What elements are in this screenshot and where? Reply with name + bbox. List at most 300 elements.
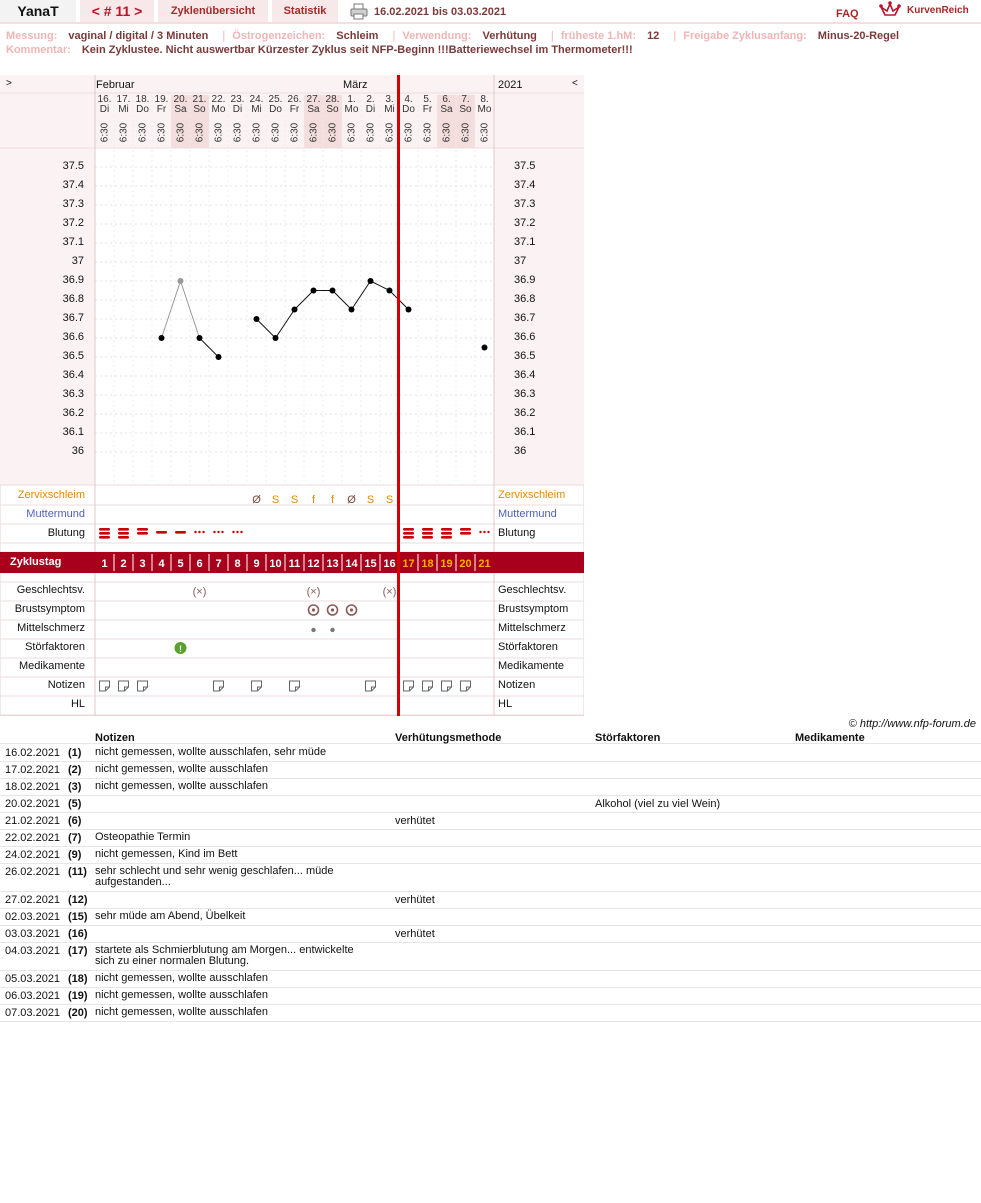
hl-label-right: HL (498, 698, 513, 710)
hm-value: 12 (647, 30, 660, 42)
measure-time: 6:30 (441, 122, 453, 143)
weekday: Mi (251, 104, 262, 115)
blutung-label-right: Blutung (498, 527, 536, 539)
weekday: Do (402, 104, 415, 115)
day-number: 26. (287, 94, 302, 105)
note-row (0, 971, 981, 988)
temp-tick-left: 37.3 (62, 198, 84, 210)
note-row (0, 813, 981, 830)
spotting-mark (236, 531, 238, 533)
note-text: nicht gemessen, wollte ausschlafen (95, 763, 269, 775)
chart-nav-right[interactable]: < (572, 78, 578, 89)
oestrogen-label: Östrogenzeichen: (232, 30, 326, 42)
faq-link[interactable]: FAQ (836, 8, 859, 20)
bleeding-mark (137, 532, 148, 535)
verwendung-value: Verhütung (482, 30, 537, 42)
temp-tick-right: 36.2 (514, 407, 536, 419)
cycle-day: 2 (120, 558, 127, 570)
temp-tick-left: 37.2 (62, 217, 84, 229)
month-label-maerz: März (343, 79, 368, 91)
date-range: 16.02.2021 bis 03.03.2021 (374, 6, 507, 18)
note-date: 18.02.2021 (5, 781, 61, 793)
temp-tick-left: 36 (71, 445, 84, 457)
note-text: nicht gemessen, Kind im Bett (95, 848, 238, 860)
temp-tick-left: 37.5 (62, 160, 84, 172)
note-text: Osteopathie Termin (95, 831, 191, 843)
geschlecht-label-left: Geschlechtsv. (16, 584, 85, 596)
day-number: 27. (306, 94, 321, 105)
freigabe-value: Minus-20-Regel (817, 30, 900, 42)
bleeding-mark (422, 532, 433, 535)
temp-point (273, 335, 279, 341)
note-cycle-day: (11) (68, 866, 87, 878)
temp-tick-right: 37.4 (514, 179, 536, 191)
note-cycle-day: (1) (68, 747, 82, 759)
note-cycle-day: (7) (68, 832, 82, 844)
bleeding-mark (118, 532, 129, 535)
cycle-day: 10 (269, 558, 282, 570)
stoer-label-left: Störfaktoren (25, 641, 85, 653)
note-cycle-day: (19) (68, 990, 88, 1002)
spotting-mark (483, 531, 485, 533)
measure-time: 6:30 (308, 122, 320, 143)
weekday: Di (99, 104, 110, 115)
tab-zyklenuebersicht[interactable]: Zyklenübersicht (158, 0, 268, 22)
bleeding-mark (118, 528, 129, 531)
note-cycle-day: (3) (68, 781, 82, 793)
bleeding-mark (441, 536, 452, 539)
note-date: 02.03.2021 (5, 911, 61, 923)
day-number: 1. (347, 94, 356, 105)
temp-point (292, 307, 298, 313)
note-date: 05.03.2021 (5, 973, 61, 985)
note-date: 03.03.2021 (5, 928, 61, 940)
weekday: So (193, 104, 206, 115)
measure-time: 6:30 (213, 122, 225, 143)
day-header (152, 94, 171, 143)
day-header (342, 94, 361, 143)
zervix-label-right: Zervixschleim (498, 489, 566, 501)
temp-tick-right: 36.7 (514, 312, 536, 324)
notes-header-row (0, 730, 981, 744)
temp-point (254, 316, 260, 322)
note-text: nicht gemessen, wollte ausschlafen (95, 989, 269, 1001)
temp-tick-left: 36.9 (62, 274, 84, 286)
zervix-symbol: S (271, 494, 280, 506)
measure-time: 6:30 (251, 122, 263, 143)
day-number: 2. (366, 94, 375, 105)
measure-time: 6:30 (422, 122, 434, 143)
cycle-day: 14 (345, 558, 358, 570)
note-row (0, 926, 981, 943)
notizen-label-right: Notizen (498, 679, 536, 691)
note-text: sehr müde am Abend, Übelkeit (95, 910, 246, 922)
cycle-day: 8 (234, 558, 241, 570)
geschlecht-label-right: Geschlechtsv. (498, 584, 567, 596)
day-header (171, 94, 190, 143)
hl-label-left: HL (70, 698, 85, 710)
measure-time: 6:30 (156, 122, 168, 143)
copyright: © http://www.nfp-forum.de (848, 718, 976, 730)
day-header (437, 94, 456, 143)
note-text: nicht gemessen, wollte ausschlafen (95, 1006, 269, 1018)
cycle-navigator[interactable]: < # 11 > (80, 0, 154, 22)
intercourse-icon: (×) (306, 586, 321, 598)
note-cycle-day: (15) (68, 911, 88, 923)
note-row (0, 909, 981, 926)
temp-tick-left: 36.7 (62, 312, 84, 324)
cycle-day: 3 (139, 558, 146, 570)
temp-tick-right: 36.6 (514, 331, 536, 343)
note-row (0, 864, 981, 892)
freigabe-label: Freigabe Zyklusanfang: (683, 30, 807, 42)
cycle-day: 20 (459, 558, 472, 570)
day-number: 17. (116, 94, 131, 105)
zervix-label-left: Zervixschleim (17, 489, 85, 501)
measure-time: 6:30 (327, 122, 339, 143)
note-date: 26.02.2021 (5, 866, 61, 878)
day-number: 21. (192, 94, 207, 105)
note-row (0, 847, 981, 864)
zervix-symbol: f (311, 494, 316, 506)
temp-point (216, 354, 222, 360)
medi-label-left: Medikamente (18, 660, 85, 672)
zervix-symbol: S (290, 494, 299, 506)
cycle-day: 16 (383, 558, 396, 570)
note-cycle-day: (12) (68, 894, 88, 906)
mittel-label-left: Mittelschmerz (17, 622, 85, 634)
bleeding-mark (99, 532, 110, 535)
medi-label-right: Medikamente (498, 660, 565, 672)
temp-tick-left: 37.1 (62, 236, 84, 248)
header-verhuetung: Verhütungsmethode (395, 732, 502, 744)
measure-time: 6:30 (270, 122, 282, 143)
header-medikamente: Medikamente (795, 732, 865, 744)
temp-tick-right: 36.1 (514, 426, 536, 438)
note-row (0, 762, 981, 779)
note-date: 06.03.2021 (5, 990, 61, 1002)
mittel-label-right: Mittelschmerz (498, 622, 566, 634)
temp-tick-left: 36.2 (62, 407, 84, 419)
temp-tick-right: 37 (514, 255, 527, 267)
bleeding-mark (403, 532, 414, 535)
day-header (380, 94, 399, 143)
day-header (247, 94, 266, 143)
temp-point (330, 288, 336, 294)
day-number: 18. (135, 94, 150, 105)
note-row (0, 745, 981, 762)
spotting-mark (487, 531, 489, 533)
day-header (228, 94, 247, 143)
kommentar-label: Kommentar: (6, 44, 71, 56)
measure-time: 6:30 (175, 122, 187, 143)
weekday: Di (232, 104, 243, 115)
bleeding-mark (118, 536, 129, 539)
temp-tick-right: 36.4 (514, 369, 536, 381)
midpain-dot (330, 628, 334, 632)
bleeding-mark (460, 528, 471, 531)
intercourse-icon: (×) (382, 586, 397, 598)
note-disturbance: Alkohol (viel zu viel Wein) (595, 798, 721, 810)
stoer-label-right: Störfaktoren (498, 641, 558, 653)
zervix-symbol: Ø (252, 494, 261, 506)
measure-time: 6:30 (99, 122, 111, 143)
note-row (0, 892, 981, 909)
cycle-day: 21 (478, 558, 491, 570)
note-row (0, 830, 981, 847)
temp-point (387, 288, 393, 294)
temp-point (197, 335, 203, 341)
spotting-mark (198, 531, 200, 533)
messung-value: vaginal / digital / 3 Minuten (68, 30, 209, 42)
intercourse-icon: (×) (192, 586, 207, 598)
measure-time: 6:30 (346, 122, 358, 143)
day-header (361, 94, 380, 143)
temp-point (178, 278, 184, 284)
note-row (0, 779, 981, 796)
temp-tick-right: 36.9 (514, 274, 536, 286)
day-header (133, 94, 152, 143)
temp-tick-right: 37.2 (514, 217, 536, 229)
measure-time: 6:30 (460, 122, 472, 143)
bleeding-mark (422, 536, 433, 539)
svg-text:!: ! (179, 644, 182, 654)
temp-tick-right: 36 (514, 445, 527, 457)
day-number: 16. (97, 94, 112, 105)
zervix-symbol: S (385, 494, 394, 506)
temp-tick-left: 36.8 (62, 293, 84, 305)
day-header (456, 94, 475, 143)
temp-tick-right: 37.1 (514, 236, 536, 248)
cycle-day: 18 (421, 558, 434, 570)
blutung-label-left: Blutung (47, 527, 85, 539)
note-method: verhütet (395, 928, 435, 940)
day-number: 28. (325, 94, 340, 105)
meta-line: Messung: vaginal / digital / 3 Minuten | Östrogenzeichen: Schleim | Verwendung: Verhütung | früheste 1.hM: 12 | Freigabe Zyklusanfang: Minus-20-Regel (6, 30, 900, 42)
cycle-day: 19 (440, 558, 453, 570)
cycle-day: 9 (253, 558, 260, 570)
weekday: Do (269, 104, 282, 115)
verwendung-label: Verwendung: (402, 30, 472, 42)
weekday: Mi (118, 104, 129, 115)
day-number: 19. (154, 94, 169, 105)
crown-logo-icon (879, 1, 901, 19)
bleeding-mark (460, 532, 471, 535)
bleeding-mark (422, 528, 433, 531)
weekday: Fr (156, 104, 167, 115)
weekday: So (326, 104, 339, 115)
cycle-chart (0, 75, 584, 716)
bleeding-mark (403, 536, 414, 539)
day-number: 20. (173, 94, 188, 105)
weekday: So (459, 104, 472, 115)
year-label: 2021 (498, 79, 523, 91)
oestrogen-value: Schleim (336, 30, 379, 42)
day-header (266, 94, 285, 143)
note-cycle-day: (6) (68, 815, 82, 827)
temp-tick-right: 37.5 (514, 160, 536, 172)
muttermund-label-right: Muttermund (498, 508, 557, 520)
day-header (190, 94, 209, 143)
cycle-day: 4 (158, 558, 165, 570)
measure-time: 6:30 (232, 122, 244, 143)
logo-text[interactable]: KurvenReich (907, 5, 969, 16)
day-number: 24. (249, 94, 264, 105)
bleeding-mark (99, 536, 110, 539)
note-text: nicht gemessen, wollte ausschlafen (95, 972, 269, 984)
brust-label-right: Brustsymptom (498, 603, 569, 615)
spotting-mark (479, 531, 481, 533)
user-name: YanaT (0, 0, 76, 22)
spotting-mark (194, 531, 196, 533)
note-date: 24.02.2021 (5, 849, 61, 861)
day-header (418, 94, 437, 143)
midpain-dot (311, 628, 315, 632)
note-date: 20.02.2021 (5, 798, 61, 810)
muttermund-label-left: Muttermund (26, 508, 85, 520)
spotting-mark (213, 531, 215, 533)
measure-time: 6:30 (365, 122, 377, 143)
bleeding-mark (441, 528, 452, 531)
chart-nav-left[interactable]: > (6, 78, 12, 89)
temp-point (482, 345, 488, 351)
measure-time: 6:30 (384, 122, 396, 143)
note-cycle-day: (16) (68, 928, 88, 940)
note-text: nicht gemessen, wollte ausschlafen, sehr müde (95, 746, 327, 758)
day-header (475, 94, 494, 143)
bleeding-mark (441, 532, 452, 535)
spotting-mark (217, 531, 219, 533)
temp-tick-left: 36.1 (62, 426, 84, 438)
note-cycle-day: (20) (68, 1007, 88, 1019)
temp-point (368, 278, 374, 284)
temp-tick-right: 36.5 (514, 350, 536, 362)
cycle-day: 17 (402, 558, 415, 570)
day-number: 25. (268, 94, 283, 105)
weekday: Mo (211, 104, 226, 115)
temp-tick-left: 37.4 (62, 179, 84, 191)
month-label-februar: Februar (96, 79, 135, 91)
measure-time: 6:30 (194, 122, 206, 143)
measure-time: 6:30 (118, 122, 130, 143)
measure-time: 6:30 (137, 122, 149, 143)
temp-tick-left: 36.3 (62, 388, 84, 400)
top-bar (0, 0, 981, 24)
bleeding-mark (137, 528, 148, 531)
temp-tick-left: 36.4 (62, 369, 84, 381)
measure-time: 6:30 (289, 122, 301, 143)
note-cycle-day: (2) (68, 764, 82, 776)
bleeding-mark (99, 528, 110, 531)
hm-label: früheste 1.hM: (560, 30, 636, 42)
temp-tick-right: 37.3 (514, 198, 536, 210)
spotting-mark (202, 531, 204, 533)
weekday: Sa (174, 104, 187, 115)
chart-canvas (0, 75, 584, 716)
weekday: Mo (477, 104, 492, 115)
cycle-day: 7 (215, 558, 222, 570)
header-notizen: Notizen (95, 732, 135, 744)
note-cycle-day: (5) (68, 798, 82, 810)
cycle-day: 12 (307, 558, 320, 570)
note-date: 04.03.2021 (5, 945, 61, 957)
messung-label: Messung: (6, 30, 58, 42)
comment-line (6, 44, 643, 56)
bleeding-mark (403, 528, 414, 531)
note-text: sehr schlecht und sehr wenig geschlafen... müde aufgestanden... (95, 865, 334, 888)
day-number: 8. (480, 94, 489, 105)
temp-tick-right: 36.8 (514, 293, 536, 305)
note-method: verhütet (395, 815, 435, 827)
weekday: Do (136, 104, 149, 115)
temp-tick-right: 36.3 (514, 388, 536, 400)
temp-point (406, 307, 412, 313)
zervix-symbol: S (366, 494, 375, 506)
zervix-symbol: Ø (347, 494, 356, 506)
day-header (209, 94, 228, 143)
kommentar-value: Kein Zyklustee. Nicht auswertbar Kürzester Zyklus seit NFP-Beginn !!!Batteriewechsel im Thermometer!!! (81, 44, 633, 56)
day-number: 23. (230, 94, 245, 105)
weekday: Mi (384, 104, 395, 115)
spotting-mark (240, 531, 242, 533)
note-cycle-day: (17) (68, 945, 88, 957)
cycle-day: 6 (196, 558, 203, 570)
cycle-day: 11 (288, 558, 301, 570)
bleeding-mark (175, 531, 186, 534)
print-icon[interactable] (350, 3, 368, 20)
zyklustag-label: Zyklustag (10, 556, 62, 568)
note-row (0, 988, 981, 1005)
header-stoerfaktoren: Störfaktoren (595, 732, 661, 744)
note-cycle-day: (9) (68, 849, 82, 861)
day-number: 22. (211, 94, 226, 105)
cycle-day: 5 (177, 558, 184, 570)
note-method: verhütet (395, 894, 435, 906)
tab-statistik[interactable]: Statistik (272, 0, 338, 22)
day-header (114, 94, 133, 143)
day-number: 4. (404, 94, 413, 105)
weekday: Sa (307, 104, 320, 115)
note-row (0, 1005, 981, 1022)
day-number: 3. (385, 94, 394, 105)
day-header (323, 94, 342, 143)
note-date: 17.02.2021 (5, 764, 61, 776)
note-date: 07.03.2021 (5, 1007, 61, 1019)
note-date: 22.02.2021 (5, 832, 61, 844)
temp-tick-left: 36.5 (62, 350, 84, 362)
note-date: 21.02.2021 (5, 815, 61, 827)
spotting-mark (221, 531, 223, 533)
cycle-day: 15 (364, 558, 377, 570)
note-text: nicht gemessen, wollte ausschlafen (95, 780, 269, 792)
day-number: 6. (442, 94, 451, 105)
cycle-day: 1 (101, 558, 108, 570)
measure-time: 6:30 (403, 122, 415, 143)
weekday: Fr (289, 104, 300, 115)
day-header (95, 94, 114, 143)
day-header (304, 94, 323, 143)
temp-point (349, 307, 355, 313)
note-date: 27.02.2021 (5, 894, 61, 906)
day-number: 5. (423, 94, 432, 105)
day-number: 7. (461, 94, 470, 105)
temp-point (159, 335, 165, 341)
note-row (0, 943, 981, 971)
zervix-symbol: f (330, 494, 335, 506)
cycle-day: 13 (326, 558, 339, 570)
weekday: Sa (440, 104, 453, 115)
note-date: 16.02.2021 (5, 747, 61, 759)
